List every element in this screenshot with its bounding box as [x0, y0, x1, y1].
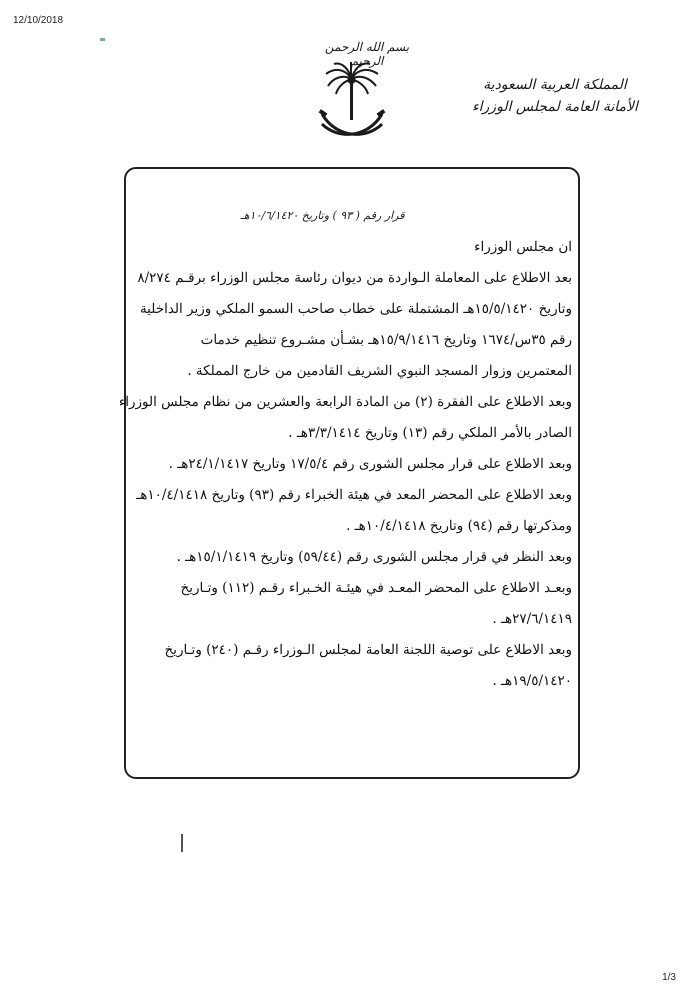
body-line: وبعد الاطلاع على المحضر المعد في هيئة الخبراء رقم (٩٣) وتاريخ ١٠/٤/١٤١٨هـ [136, 487, 572, 503]
body-line: المعتمرين وزوار المسجد النبوي الشريف القادمين من خارج المملكة . [187, 363, 572, 379]
print-date: 12/10/2018 [13, 15, 64, 26]
decision-reference: قرار رقم ( ٩٣ ) وتاريخ ١٠/٦/١٤٢٠هـ [240, 209, 405, 222]
decision-body [118, 232, 572, 697]
body-line: وبعد الاطلاع على الفقرة (٢) من المادة الرابعة والعشرين من نظام مجلس الوزراء [118, 394, 572, 410]
body-line: ١٩/٥/١٤٢٠هـ . [492, 673, 572, 689]
body-line: وبعد الاطلاع على قرار مجلس الشورى رقم ١٧/٥/٤ وتاريخ ٢٤/١/١٤١٧هـ . [168, 456, 572, 472]
body-line: بعد الاطلاع على المعاملة الـواردة من ديوان رئاسة مجلس الوزراء برقـم ٨/٢٧٤ [137, 270, 572, 286]
saudi-emblem-icon [316, 58, 388, 150]
body-line: ٢٧/٦/١٤١٩هـ . [492, 611, 572, 627]
body-line: ومذكرتها رقم (٩٤) وتاريخ ١٠/٤/١٤١٨هـ . [346, 518, 572, 534]
letterhead-secretariat: الأمانة العامة لمجلس الوزراء [472, 99, 638, 115]
body-line: رقم ٣٥س/١٦٧٤ وتاريخ ١٥/٩/١٤١٦هـ بشـأن مشـروع تنظيم خدمات [200, 332, 572, 348]
letterhead-country: المملكة العربية السعودية [483, 77, 627, 93]
margin-mark [181, 834, 183, 852]
body-line: ان مجلس الوزراء [474, 239, 572, 255]
body-line: الصادر بالأمر الملكي رقم (١٣) وتاريخ ٣/٣/١٤١٤هـ . [288, 425, 572, 441]
body-line: وتاريخ ١٥/٥/١٤٢٠هـ المشتملة على خطاب صاحب السمو الملكي وزير الداخلية [139, 301, 572, 317]
scan-mark [100, 38, 105, 41]
body-line: وبعـد الاطلاع على المحضر المعـد في هيئـة الخـبراء رقـم (١١٢) وتـاريخ [180, 580, 572, 596]
body-line: وبعد الاطلاع على توصية اللجنة العامة لمجلس الـوزراء رقـم (٢٤٠) وتـاريخ [164, 642, 572, 658]
body-line: وبعد النظر في قرار مجلس الشورى رقم (٥٩/٤٤) وتاريخ ١٥/١/١٤١٩هـ . [176, 549, 572, 565]
page-number: 1/3 [662, 972, 676, 983]
letterhead [455, 74, 655, 118]
basmala: بسم الله الرحمن الرحيم [324, 40, 410, 68]
